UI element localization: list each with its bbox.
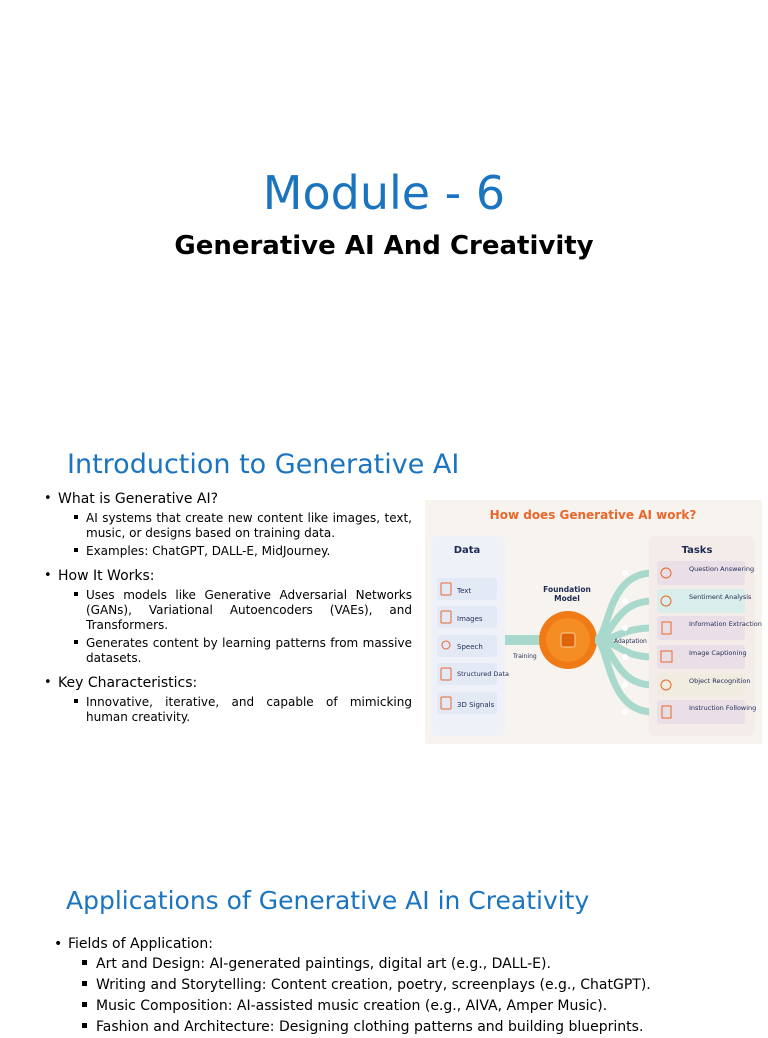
module-subtitle: Generative AI And Creativity bbox=[174, 231, 594, 261]
data-item-label: Speech bbox=[457, 643, 483, 651]
generative-ai-diagram bbox=[425, 500, 762, 744]
foundation-label-1: Foundation bbox=[543, 585, 591, 594]
bullet-how-it-works bbox=[42, 567, 412, 666]
task-label: Information Extraction bbox=[689, 620, 762, 628]
task-label: Question Answering bbox=[689, 565, 755, 573]
data-panel-label: Data bbox=[453, 545, 481, 556]
tasks-panel-label: Tasks bbox=[681, 545, 713, 556]
task-label: Sentiment Analysis bbox=[689, 593, 752, 601]
applications-slide bbox=[0, 860, 768, 1035]
diagram-title: How does Generative AI work? bbox=[489, 508, 697, 522]
task-label: Instruction Following bbox=[689, 704, 757, 712]
bullet-text: How It Works: bbox=[58, 568, 155, 584]
adaptation-label: Adaptation bbox=[614, 638, 647, 645]
task-image-captioning bbox=[657, 645, 747, 669]
data-item-3d bbox=[437, 692, 497, 714]
intro-slide bbox=[0, 430, 768, 800]
task-object-recognition bbox=[657, 673, 751, 697]
task-sentiment-analysis bbox=[657, 589, 752, 613]
training-label: Training bbox=[513, 653, 537, 660]
data-item-label: Images bbox=[457, 615, 483, 623]
module-title: Module - 6 bbox=[262, 166, 506, 220]
data-item-speech bbox=[437, 635, 497, 657]
sub-bullet: Uses models like Generative Adversarial Networks (GANs), Variational Autoencoders (VAEs), and Transformers. bbox=[72, 588, 412, 633]
data-item-images bbox=[437, 606, 497, 628]
sub-bullet-fashion: Fashion and Architecture: Designing clothing patterns and building blueprints. bbox=[80, 1017, 752, 1038]
applications-list bbox=[52, 934, 752, 1038]
task-instruction-following bbox=[657, 700, 756, 724]
intro-heading: Introduction to Generative AI bbox=[67, 449, 460, 480]
sub-bullet-music: Music Composition: AI-assisted music creation (e.g., AIVA, Amper Music). bbox=[80, 996, 752, 1017]
data-item-text bbox=[437, 578, 497, 600]
data-item-label: Text bbox=[457, 587, 472, 595]
sub-bullet: Innovative, iterative, and capable of mimicking human creativity. bbox=[72, 695, 412, 725]
bullet-fields: • Fields of Application: bbox=[52, 934, 752, 954]
title-slide bbox=[0, 0, 768, 430]
data-item-label: 3D Signals bbox=[457, 701, 495, 709]
task-label: Object Recognition bbox=[689, 677, 751, 685]
foundation-label-2: Model bbox=[554, 594, 580, 603]
data-item-label: Structured Data bbox=[457, 670, 509, 678]
diagram-svg bbox=[425, 500, 762, 744]
sub-bullet: Examples: ChatGPT, DALL-E, MidJourney. bbox=[72, 544, 412, 559]
task-label: Image Captioning bbox=[689, 649, 747, 657]
applications-heading: Applications of Generative AI in Creativity bbox=[66, 886, 590, 915]
bullet-text: What is Generative AI? bbox=[58, 491, 219, 507]
bullet-text: Key Characteristics: bbox=[58, 675, 198, 691]
chip-icon bbox=[561, 633, 575, 647]
sub-bullet-writing: Writing and Storytelling: Content creation, poetry, screenplays (e.g., ChatGPT). bbox=[80, 975, 752, 996]
intro-bullets bbox=[42, 486, 412, 725]
task-question-answering bbox=[657, 561, 754, 585]
bullet-what-is bbox=[42, 490, 412, 559]
sub-bullet: AI systems that create new content like images, text, music, or designs based on training data. bbox=[72, 511, 412, 541]
sub-bullet-art: Art and Design: AI-generated paintings, digital art (e.g., DALL-E). bbox=[80, 954, 752, 975]
sub-bullet: Generates content by learning patterns from massive datasets. bbox=[72, 636, 412, 666]
bullet-key-characteristics bbox=[42, 674, 412, 725]
